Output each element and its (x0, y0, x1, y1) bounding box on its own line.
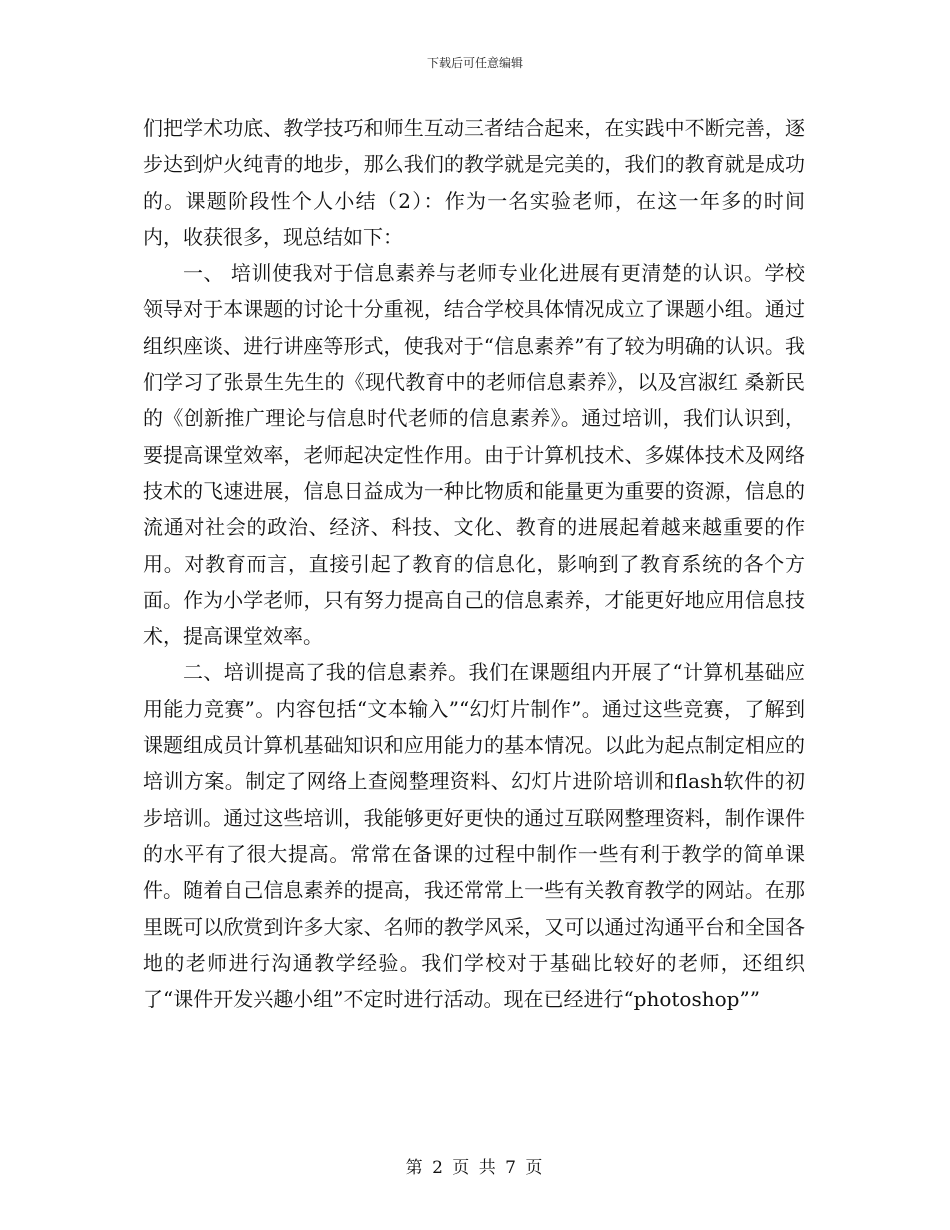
paragraph-continuation: 们把学术功底、教学技巧和师生互动三者结合起来，在实践中不断完善，逐步达到炉火纯青的地步，那么我们的教学就是完美的，我们的教育就是成功的。课题阶段性个人小结（2）：作为一名实验老师，在这一年多的时间内，收获很多，现总结如下： (143, 116, 805, 249)
page-header: 下载后可任意编辑 (426, 56, 523, 70)
document-body (143, 110, 805, 1017)
paragraph-section-one: 一、 培训使我对于信息素养与老师专业化进展有更清楚的认识。学校领导对于本课题的讨论十分重视，结合学校具体情况成立了课题小组。通过组织座谈、进行讲座等形式，使我对于“信息素养”有了较为明确的认识。我们学习了张景生先生的《现代教育中的老师信息素养》，以及宫淑红 桑新民的《创新推广理论与信息时代老师的信息素养》。通过培训，我们认识到，要提高课堂效率，老师起决定性作用。由于计算机技术、多媒体技术及网络技术的飞速进展，信息日益成为一种比物质和能量更为重要的资源，信息的流通对社会的政治、经济、科技、文化、教育的进展起着越来越重要的作用。对教育而言，直接引起了教育的信息化，影响到了教育系统的各个方面。作为小学老师，只有努力提高自己的信息素养，才能更好地应用信息技术，提高课堂效率。 (143, 261, 805, 649)
paragraph-section-two: 二、培训提高了我的信息素养。我们在课题组内开展了“计算机基础应用能力竞赛”。内容包括“文本输入”“幻灯片制作”。通过这些竞赛，了解到课题组成员计算机基础知识和应用能力的基本情况。以此为起点制定相应的培训方案。制定了网络上查阅整理资料、幻灯片进阶培训和flash软件的初步培训。通过这些培训，我能够更好更快的通过互联网整理资料，制作课件的水平有了很大提高。常常在备课的过程中制作一些有利于教学的简单课件。随着自己信息素养的提高，我还常常上一些有关教育教学的网站。在那里既可以欣赏到许多大家、名师的教学风采，又可以通过沟通平台和全国各地的老师进行沟通教学经验。我们学校对于基础比较好的老师，还组织了“课件开发兴趣小组”不定时进行活动。现在已经进行“photoshop”” (143, 660, 805, 1012)
page-number-footer: 第 2 页 共 7 页 (405, 1158, 545, 1178)
